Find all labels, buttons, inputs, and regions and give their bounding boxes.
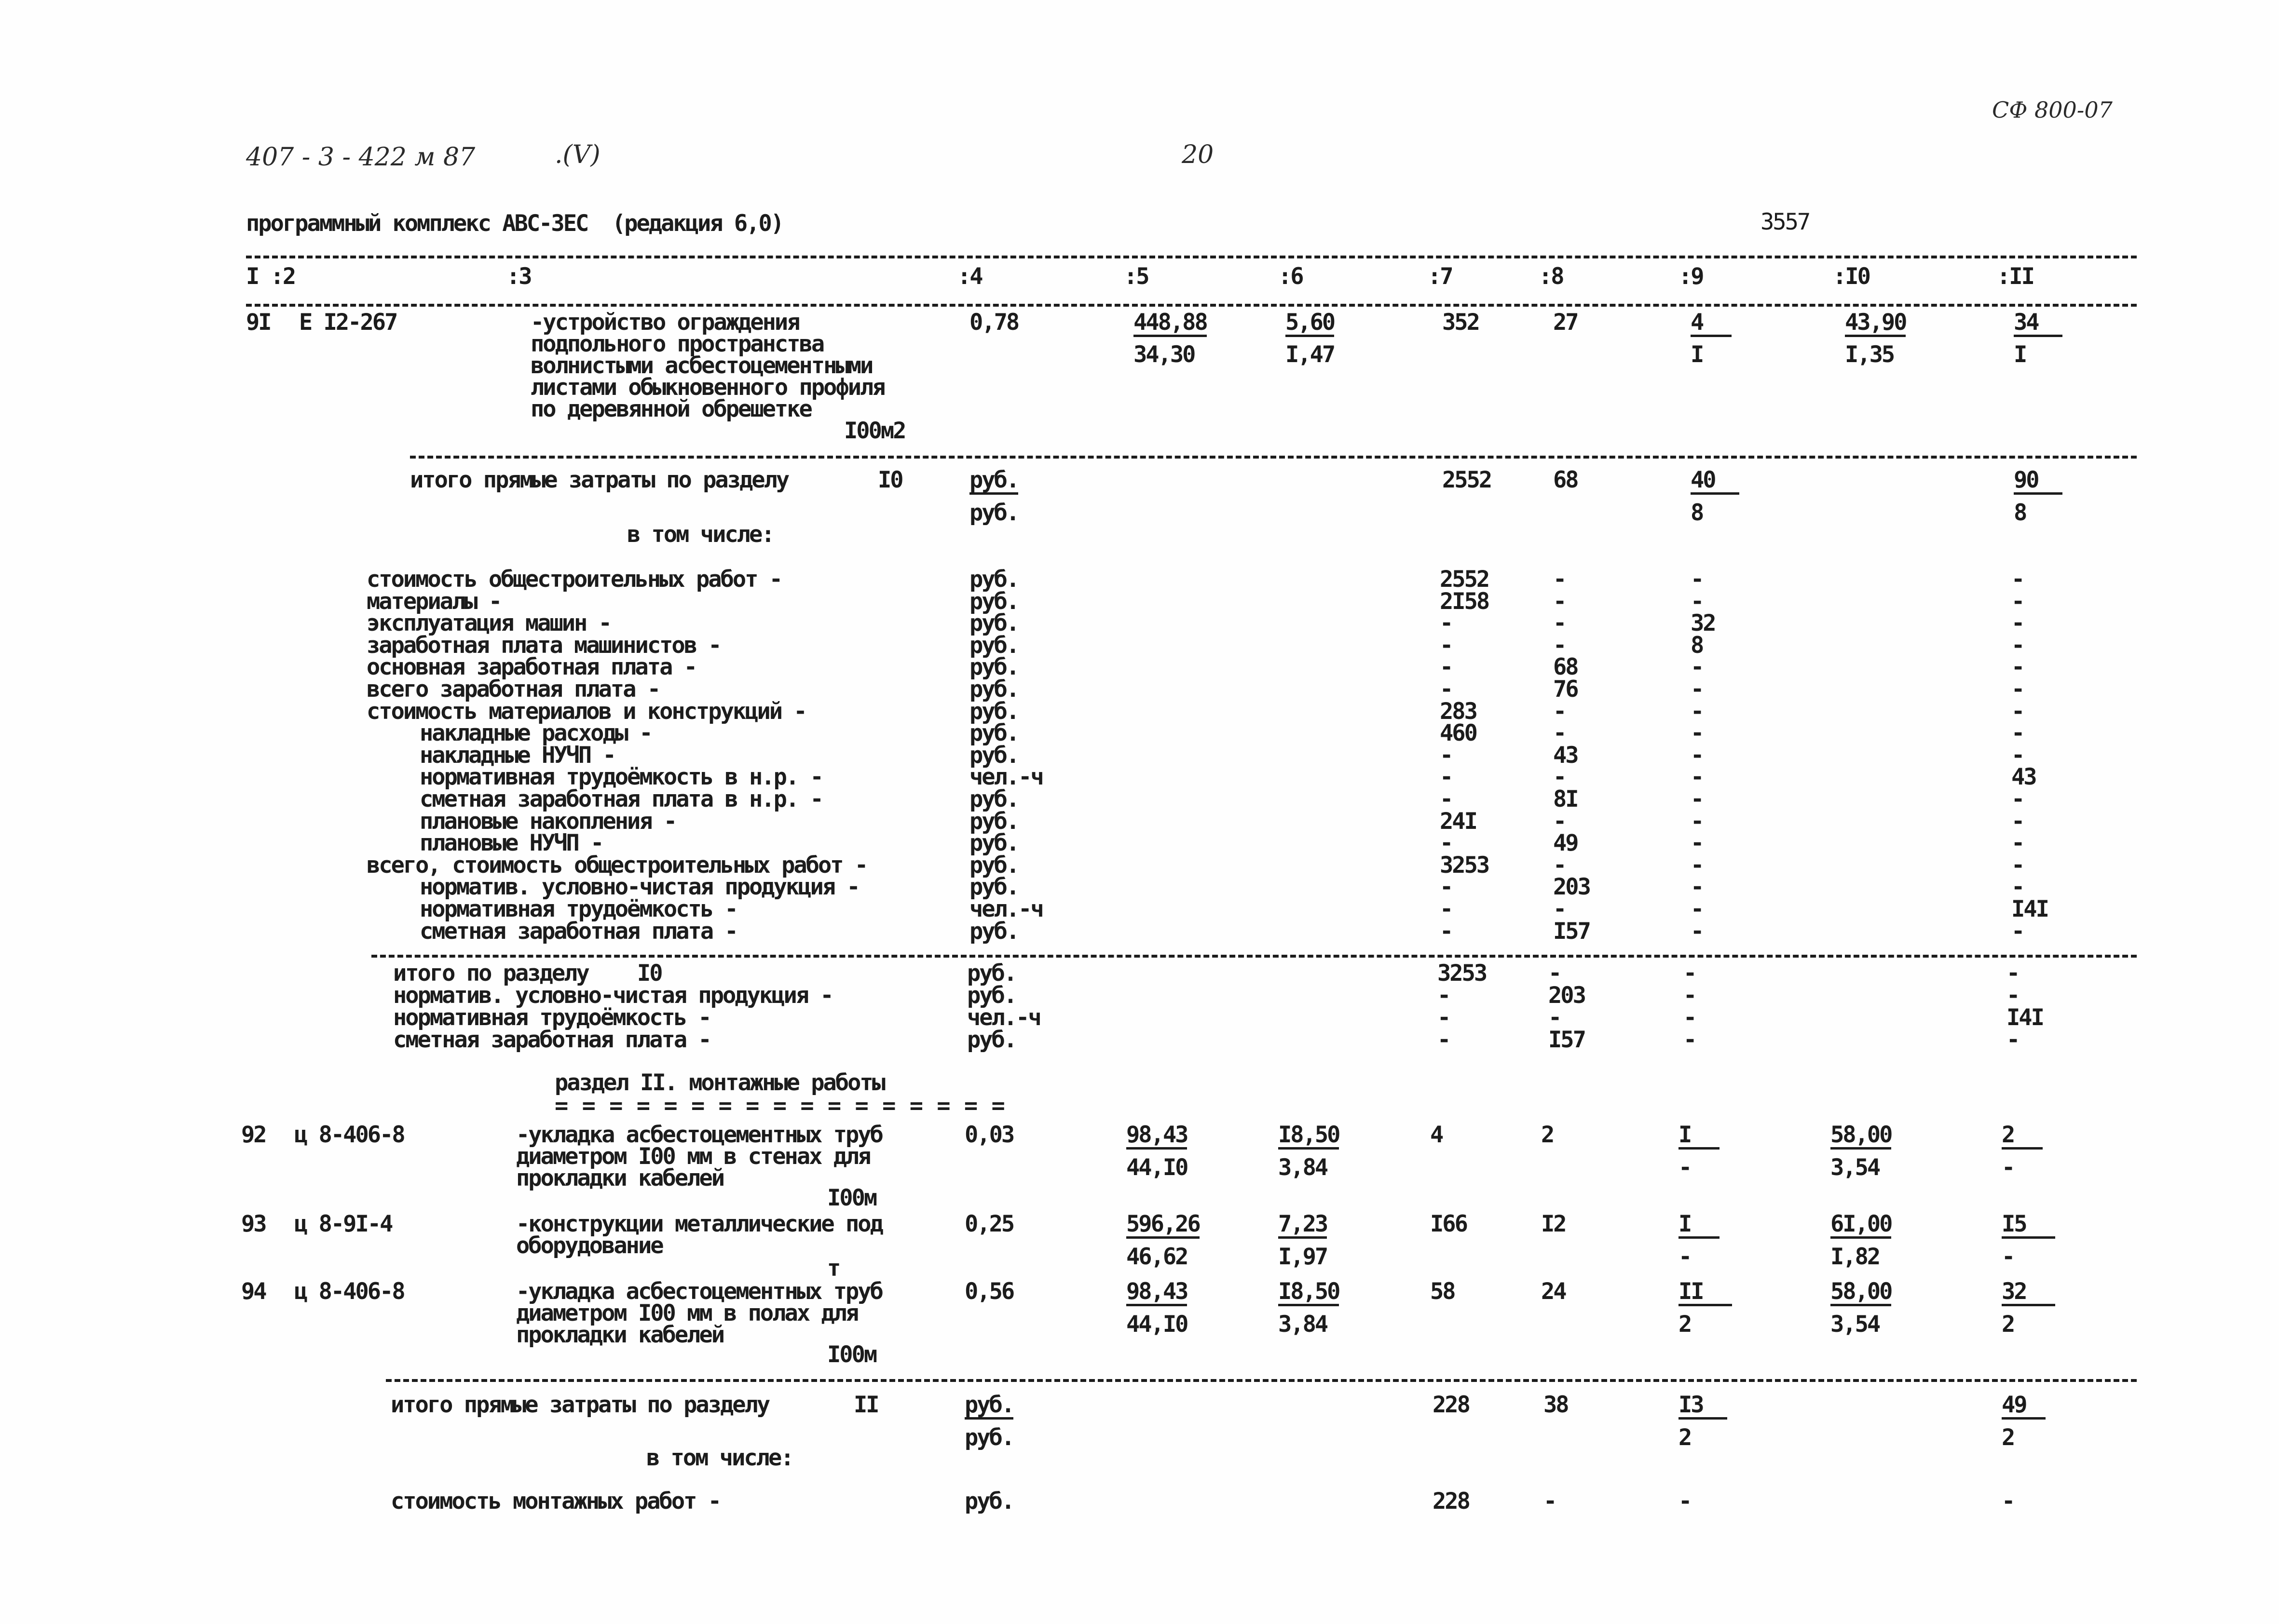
- machine-total: -: [1691, 654, 1703, 680]
- row-divider: [410, 456, 2137, 459]
- machine-wage-total: 2: [1679, 1424, 1691, 1451]
- machine-total: -: [1691, 742, 1703, 769]
- unit-price: 596,26: [1126, 1213, 1200, 1239]
- labor-machine-total: 2: [2002, 1424, 2014, 1451]
- unit: руб.: [965, 1488, 1014, 1515]
- machine-total: -: [1691, 676, 1703, 703]
- unit-of-measure: I00м2: [844, 418, 905, 444]
- labor-total: 49: [2002, 1394, 2046, 1420]
- labor-total: -: [2011, 676, 2024, 703]
- labor-rate: 58,00: [1830, 1123, 1891, 1150]
- machine-total: -: [1691, 588, 1703, 615]
- machine-wage: I,47: [1285, 341, 1335, 368]
- unit: руб.: [969, 852, 1019, 879]
- unit: руб.: [967, 982, 1016, 1009]
- total-wage: I57: [1553, 918, 1590, 945]
- breakdown-label: плановые НУЧП -: [420, 830, 603, 856]
- unit-of-measure: I00м: [827, 1341, 876, 1368]
- total-wage: I2: [1541, 1211, 1566, 1237]
- column-header: :6: [1278, 263, 1303, 290]
- machine-total: I: [1679, 1213, 1719, 1239]
- total-cost: 352: [1442, 309, 1479, 336]
- total-cost: 2552: [1442, 467, 1491, 493]
- total-wage: -: [1553, 852, 1566, 879]
- total-cost: 2I58: [1440, 588, 1489, 615]
- unit: руб.: [969, 720, 1019, 746]
- machine-price: 7,23: [1278, 1213, 1327, 1239]
- unit-wage: 44,I0: [1126, 1154, 1187, 1181]
- labor-total: 90: [2014, 469, 2062, 495]
- total-wage: 43: [1553, 742, 1578, 769]
- description-line: диаметром I00 мм в полах для: [516, 1300, 858, 1326]
- column-header: :9: [1679, 263, 1703, 290]
- total-wage: 49: [1553, 830, 1578, 856]
- unit: руб.: [969, 874, 1019, 900]
- breakdown-label: норматив. условно-чистая продукция -: [420, 874, 859, 900]
- column-header: :4: [957, 263, 982, 290]
- unit-price: 448,88: [1133, 311, 1207, 337]
- machine-total: -: [1691, 566, 1703, 593]
- labor-machine-total: -: [2002, 1154, 2014, 1181]
- total-wage: 76: [1553, 676, 1578, 703]
- doc-volume: .(V): [555, 140, 600, 169]
- total-cost: -: [1437, 1004, 1450, 1031]
- breakdown-label: основная заработная плата -: [367, 654, 696, 680]
- unit-price: 98,43: [1126, 1123, 1187, 1150]
- archive-stamp: СФ 800-07: [1992, 97, 2113, 123]
- machine-total: II: [1679, 1280, 1732, 1306]
- labor-total: I4I: [2006, 1004, 2043, 1031]
- total-cost: -: [1440, 918, 1452, 945]
- unit: руб.: [969, 742, 1019, 769]
- machine-wage: 3,84: [1278, 1154, 1327, 1181]
- labor-total: -: [2011, 786, 2024, 812]
- norm-code: ц 8-406-8: [294, 1278, 404, 1305]
- summary-label: нормативная трудоёмкость -: [393, 1004, 710, 1031]
- total-cost: -: [1437, 1027, 1450, 1053]
- machine-total: 8: [1691, 632, 1703, 659]
- labor-total: -: [2011, 830, 2024, 856]
- breakdown-label: нормативная трудоёмкость -: [420, 896, 737, 922]
- total-cost: 283: [1440, 698, 1476, 725]
- unit-of-measure: т: [827, 1255, 840, 1282]
- labor-total: -: [2011, 632, 2024, 659]
- unit: руб.: [969, 500, 1019, 526]
- quantity: 0,03: [965, 1122, 1014, 1148]
- section-11-title: раздел II. монтажные работы: [555, 1069, 885, 1096]
- section-number: II: [854, 1392, 878, 1418]
- machine-total: -: [1691, 830, 1703, 856]
- breakdown-label: накладные НУЧП -: [420, 742, 615, 769]
- machine-price: I8,50: [1278, 1280, 1339, 1306]
- labor-total: -: [2011, 720, 2024, 746]
- breakdown-label: стоимость монтажных работ -: [391, 1488, 721, 1515]
- total-label: итого прямые затраты по разделу: [410, 467, 789, 493]
- description-line: диаметром I00 мм в стенах для: [516, 1143, 870, 1170]
- unit: руб.: [967, 960, 1016, 987]
- column-header: :3: [506, 263, 531, 290]
- machine-total: -: [1683, 960, 1696, 987]
- machine-wage-total: -: [1679, 1244, 1691, 1270]
- row-number: 94: [241, 1278, 266, 1305]
- machine-total: -: [1683, 982, 1696, 1009]
- total-wage: -: [1553, 764, 1566, 790]
- header-bottom-rule: [246, 304, 2137, 307]
- breakdown-label: накладные расходы -: [420, 720, 652, 746]
- total-cost: I66: [1430, 1211, 1467, 1237]
- labor-total: -: [2011, 874, 2024, 900]
- labor-total: -: [2011, 808, 2024, 835]
- machine-total: I3: [1679, 1394, 1727, 1420]
- unit: руб.: [969, 830, 1019, 856]
- norm-code: ц 8-406-8: [294, 1122, 404, 1148]
- column-header: I :2: [246, 263, 295, 290]
- labor-total: -: [2011, 610, 2024, 636]
- total-wage: 68: [1553, 654, 1578, 680]
- unit: руб.: [969, 654, 1019, 680]
- quantity: 0,56: [965, 1278, 1014, 1305]
- total-cost: -: [1440, 830, 1452, 856]
- labor-rate: 58,00: [1830, 1280, 1891, 1306]
- total-cost: 4: [1430, 1122, 1443, 1148]
- total-wage: 203: [1553, 874, 1590, 900]
- machine-wage-total: 2: [1679, 1311, 1691, 1338]
- unit-wage: 34,30: [1133, 341, 1195, 368]
- description-line: листами обыкновенного профиля: [531, 374, 885, 401]
- sheet-number: 3557: [1760, 209, 1810, 235]
- machine-price: 5,60: [1285, 311, 1334, 337]
- machine-total: I: [1679, 1123, 1719, 1150]
- unit: руб.: [969, 566, 1019, 593]
- total-cost: -: [1440, 676, 1452, 703]
- program-title: программный комплекс АВС-ЗЕС (редакция 6,0): [246, 210, 783, 237]
- description-line: волнистыми асбестоцементными: [531, 352, 873, 379]
- total-cost: -: [1440, 654, 1452, 680]
- total-cost: -: [1440, 896, 1452, 922]
- total-wage: -: [1553, 588, 1566, 615]
- unit: руб.: [965, 1394, 1013, 1420]
- labor-total: 2: [2002, 1123, 2043, 1150]
- total-cost: 58: [1430, 1278, 1455, 1305]
- section-11-double-rule: = = = = = = = = = = = = = = = = =: [555, 1093, 1005, 1119]
- including-heading: в том числе:: [646, 1445, 793, 1471]
- unit: руб.: [969, 588, 1019, 615]
- machine-total: -: [1691, 720, 1703, 746]
- machine-total: 32: [1691, 610, 1715, 636]
- description-line: -устройство ограждения: [531, 309, 799, 336]
- breakdown-label: эксплуатация машин -: [367, 610, 611, 636]
- total-wage: -: [1553, 896, 1566, 922]
- labor-total: -: [2002, 1488, 2014, 1515]
- breakdown-label: нормативная трудоёмкость в н.р. -: [420, 764, 822, 790]
- unit-of-measure: I00м: [827, 1185, 876, 1211]
- including-heading: в том числе:: [627, 521, 774, 548]
- column-header: :7: [1428, 263, 1452, 290]
- machine-total: -: [1691, 808, 1703, 835]
- description-line: -укладка асбестоцементных труб: [516, 1122, 882, 1148]
- description-line: прокладки кабелей: [516, 1322, 724, 1348]
- breakdown-label: сметная заработная плата -: [420, 918, 737, 945]
- total-wage: I57: [1548, 1027, 1585, 1053]
- unit: чел.-ч: [969, 896, 1043, 922]
- summary-label: сметная заработная плата -: [393, 1027, 710, 1053]
- labor-total: I4I: [2011, 896, 2048, 922]
- total-cost: 24I: [1440, 808, 1476, 835]
- total-cost: -: [1440, 764, 1452, 790]
- unit: чел.-ч: [967, 1004, 1040, 1031]
- machine-total: -: [1691, 874, 1703, 900]
- machine-wage: I,97: [1278, 1244, 1327, 1270]
- total-wage: 24: [1541, 1278, 1566, 1305]
- labor-rate-machine: I,82: [1830, 1244, 1880, 1270]
- total-cost: -: [1440, 632, 1452, 659]
- machine-price: I8,50: [1278, 1123, 1339, 1150]
- machine-total: -: [1691, 852, 1703, 879]
- description-line: прокладки кабелей: [516, 1165, 724, 1191]
- total-wage: -: [1548, 1004, 1561, 1031]
- total-wage: -: [1553, 720, 1566, 746]
- column-header: :8: [1539, 263, 1563, 290]
- labor-rate-machine: 3,54: [1830, 1311, 1880, 1338]
- total-cost: -: [1437, 982, 1450, 1009]
- row-number: 92: [241, 1122, 266, 1148]
- unit: руб.: [969, 786, 1019, 812]
- description-line: оборудование: [516, 1232, 663, 1259]
- machine-total: -: [1691, 764, 1703, 790]
- summary-top-rule: [371, 955, 2137, 958]
- unit: руб.: [965, 1424, 1014, 1451]
- labor-total: -: [2011, 742, 2024, 769]
- breakdown-label: заработная плата машинистов -: [367, 632, 721, 659]
- total-cost: 228: [1433, 1488, 1469, 1515]
- total-wage: 8I: [1553, 786, 1578, 812]
- labor-machine-total: I: [2014, 341, 2026, 368]
- total-wage: 27: [1553, 309, 1578, 336]
- machine-wage-total: 8: [1691, 500, 1703, 526]
- description-line: -укладка асбестоцементных труб: [516, 1278, 882, 1305]
- labor-total: -: [2011, 698, 2024, 725]
- description-line: по деревянной обрешетке: [531, 396, 811, 422]
- total-cost: 228: [1433, 1392, 1469, 1418]
- total-cost: -: [1440, 874, 1452, 900]
- total-cost: 3253: [1440, 852, 1489, 879]
- labor-total: 43: [2011, 764, 2036, 790]
- total-wage: -: [1553, 632, 1566, 659]
- quantity: 0,25: [965, 1211, 1014, 1237]
- machine-total: 4: [1691, 311, 1732, 337]
- description-line: подпольного пространства: [531, 331, 824, 357]
- breakdown-label: плановые накопления -: [420, 808, 676, 835]
- total-wage: -: [1553, 566, 1566, 593]
- labor-rate: 43,90: [1845, 311, 1906, 337]
- row-number: 9I: [246, 309, 271, 336]
- total-wage: 68: [1553, 467, 1578, 493]
- section-number: I0: [878, 467, 902, 493]
- labor-total: -: [2006, 1027, 2019, 1053]
- total-cost: 460: [1440, 720, 1476, 746]
- total-cost: 2552: [1440, 566, 1489, 593]
- unit: руб.: [969, 469, 1018, 495]
- labor-total: -: [2011, 852, 2024, 879]
- machine-total: -: [1691, 896, 1703, 922]
- norm-code: ц 8-9I-4: [294, 1211, 392, 1237]
- labor-machine-total: 8: [2014, 500, 2026, 526]
- description-line: -конструкции металлические под: [516, 1211, 882, 1237]
- unit-price: 98,43: [1126, 1280, 1187, 1306]
- labor-machine-total: -: [2002, 1244, 2014, 1270]
- unit: руб.: [969, 632, 1019, 659]
- row-divider: [386, 1379, 2137, 1382]
- total-wage: -: [1553, 808, 1566, 835]
- total-wage: 203: [1548, 982, 1585, 1009]
- machine-wage-total: I: [1691, 341, 1703, 368]
- machine-total: -: [1683, 1004, 1696, 1031]
- column-header: :I0: [1833, 263, 1870, 290]
- unit-wage: 46,62: [1126, 1244, 1187, 1270]
- total-cost: 3253: [1437, 960, 1487, 987]
- machine-total: -: [1691, 786, 1703, 812]
- unit: руб.: [967, 1027, 1016, 1053]
- labor-total: -: [2011, 654, 2024, 680]
- labor-total: I5: [2002, 1213, 2055, 1239]
- unit: руб.: [969, 610, 1019, 636]
- machine-total: -: [1683, 1027, 1696, 1053]
- unit: чел.-ч: [969, 764, 1043, 790]
- labor-rate: 6I,00: [1830, 1213, 1891, 1239]
- labor-total: 32: [2002, 1280, 2055, 1306]
- total-wage: -: [1548, 960, 1561, 987]
- machine-total: -: [1679, 1488, 1691, 1515]
- labor-rate-machine: 3,54: [1830, 1154, 1880, 1181]
- machine-total: -: [1691, 698, 1703, 725]
- table-top-rule: [246, 256, 2137, 258]
- column-header: :II: [1997, 263, 2033, 290]
- total-wage: -: [1543, 1488, 1556, 1515]
- breakdown-label: материалы -: [367, 588, 501, 615]
- unit: руб.: [969, 918, 1019, 945]
- labor-total: -: [2006, 960, 2019, 987]
- total-cost: -: [1440, 610, 1452, 636]
- labor-total: -: [2011, 918, 2024, 945]
- machine-total: -: [1691, 918, 1703, 945]
- unit-wage: 44,I0: [1126, 1311, 1187, 1338]
- total-cost: -: [1440, 786, 1452, 812]
- total-wage: -: [1553, 698, 1566, 725]
- labor-total: -: [2006, 982, 2019, 1009]
- page-number: 20: [1182, 140, 1214, 169]
- labor-total: -: [2011, 588, 2024, 615]
- labor-total: 34: [2014, 311, 2062, 337]
- breakdown-label: всего заработная плата -: [367, 676, 660, 703]
- unit: руб.: [969, 676, 1019, 703]
- breakdown-label: стоимость общестроительных работ -: [367, 566, 782, 593]
- total-wage: 38: [1543, 1392, 1568, 1418]
- norm-code: Е I2-267: [299, 309, 397, 336]
- quantity: 0,78: [969, 309, 1019, 336]
- breakdown-label: стоимость материалов и конструкций -: [367, 698, 806, 725]
- total-wage: 2: [1541, 1122, 1554, 1148]
- row-number: 93: [241, 1211, 266, 1237]
- total-wage: -: [1553, 610, 1566, 636]
- doc-code: 407 - 3 - 422 м 87: [246, 143, 476, 172]
- labor-machine-total: 2: [2002, 1311, 2014, 1338]
- breakdown-label: всего, стоимость общестроительных работ -: [367, 852, 867, 879]
- machine-total: 40: [1691, 469, 1739, 495]
- unit: руб.: [969, 808, 1019, 835]
- machine-wage-total: -: [1679, 1154, 1691, 1181]
- total-cost: -: [1440, 742, 1452, 769]
- column-header: :5: [1124, 263, 1148, 290]
- machine-wage: 3,84: [1278, 1311, 1327, 1338]
- summary-label: итого по разделу I0: [393, 960, 662, 987]
- labor-total: -: [2011, 566, 2024, 593]
- total-label: итого прямые затраты по разделу: [391, 1392, 769, 1418]
- summary-label: норматив. условно-чистая продукция -: [393, 982, 832, 1009]
- breakdown-label: сметная заработная плата в н.р. -: [420, 786, 822, 812]
- unit: руб.: [969, 698, 1019, 725]
- labor-rate-machine: I,35: [1845, 341, 1894, 368]
